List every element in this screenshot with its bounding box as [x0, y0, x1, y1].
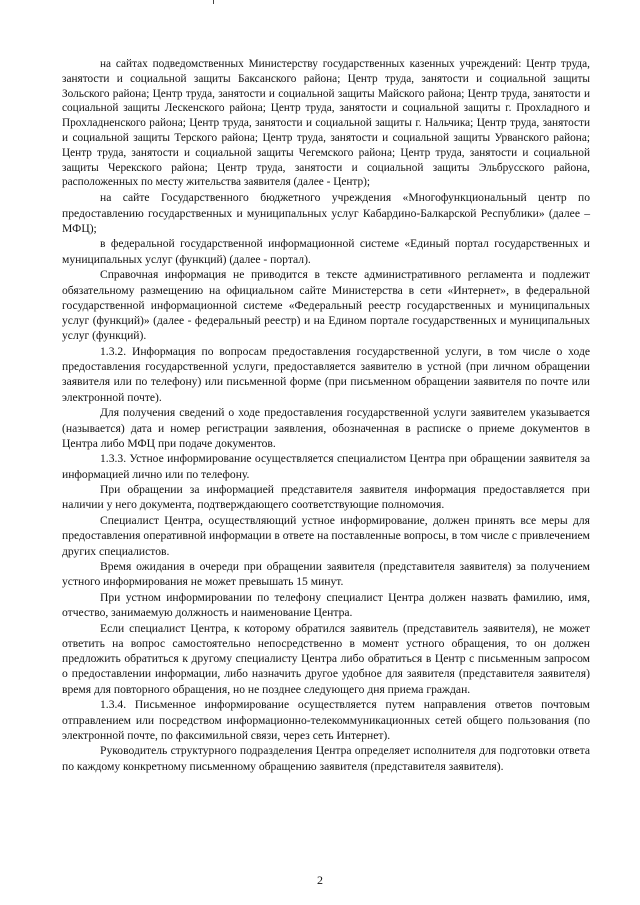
paragraph-progress-info: Для получения сведений о ходе предоставления государственной услуги заявителем указывается (называется) дата и номер регистрации заявления, обозначенная в расписке о приеме документов в Центра либо МФЦ при подаче документов.: [62, 406, 590, 450]
page-number: 2: [317, 873, 323, 887]
scan-mark: [213, 0, 214, 4]
paragraph-mfc: на сайте Государственного бюджетного учреждения «Многофункциональный центр по предоставлению государственных и муниципальных услуг Кабардино-Балкарской Республики» (далее – МФЦ);: [62, 191, 590, 235]
paragraph-waiting-time: Время ожидания в очереди при обращении заявителя (представителя заявителя) за получением устного информирования не может превышать 15 минут.: [62, 559, 590, 589]
paragraph-portal: в федеральной государственной информационной системе «Единый портал государственных и муниципальных услуг (функций) (далее - портал).: [62, 237, 590, 266]
paragraph-1-3-3: 1.3.3. Устное информирование осуществляется специалистом Центра при обращении заявителя за информацией лично или по телефону.: [62, 452, 590, 481]
paragraph-centers-list: на сайтах подведомственных Министерству государственных казенных учреждений: Центр труда, занятости и социальной защиты Баксанского района; Центр труда, занятости и социальной защиты Зольского района; Центр труда, занятости и социальной защиты Майского района; Центр труда, занятости и социальной защиты Лескенского района; Центр труда, занятости и социальной защиты г. Прохладного и Прохладненского района; Центр труда, занятости и социальной защиты г. Нальчика; Центр труда, занятости и социальной защиты Терского района; Центр труда, занятости и социальной защиты Урванского района; Центр труда, занятости и социальной защиты Чегемского района; Центр труда, занятости и социальной защиты Черекского района; Центр труда, занятости и социальной защиты Эльбрусского района, расположенных по месту жительства заявителя (далее - Центр);: [62, 58, 590, 189]
paragraph-representative: При обращении за информацией представителя заявителя информация предоставляется при наличии у него документа, подтверждающего соответствующие полномочия.: [62, 483, 590, 512]
paragraph-phone-info: При устном информировании по телефону специалист Центра должен назвать фамилию, имя, отчество, занимаемую должность и наименование Центра.: [62, 590, 590, 620]
paragraph-specialist-measures: Специалист Центра, осуществляющий устное информирование, должен принять все меры для предоставления оперативной информации в ответе на поставленные вопросы, в том числе с привлечением других специалистов.: [62, 513, 590, 558]
paragraph-head-of-unit: Руководитель структурного подразделения Центра определяет исполнителя для подготовки ответа по каждому конкретному письменному обращению заявителя (представителя заявителя).: [62, 744, 590, 773]
paragraph-reference-info: Справочная информация не приводится в тексте административного регламента и подлежит обязательному размещению на официальном сайте Министерства в сети «Интернет», в федеральной государственной информационной системе «Федеральный реестр государственных и муниципальных услуг (функций)» (далее - федеральный реестр) и на Едином портале государственных и муниципальных услуг (функций).: [62, 268, 590, 343]
paragraph-1-3-4: 1.3.4. Письменное информирование осуществляется путем направления ответов почтовым отправлением или посредством информационно-телекоммуникационных сетей общего пользования (по электронной почте, по факсимильной связи, через сеть Интернет).: [62, 698, 590, 742]
paragraph-1-3-2: 1.3.2. Информация по вопросам предоставления государственной услуги, в том числе о ходе предоставления государственной услуги, предоставляется заявителю в устной (при личном обращении заявителя или по телефону) или письменной форме (при письменном обращении заявителя по почте или электронной почте).: [62, 344, 590, 404]
paragraph-referral: Если специалист Центра, к которому обратился заявитель (представитель заявителя), не может ответить на вопрос самостоятельно непосредственно в момент устного обращения, то он должен предложить обратиться к другому специалисту Центра либо обратиться в Центр с письменным запросом о предоставлении информации, либо назначить другое удобное для заявителя (представителя заявителя) время для повторного обращения, но не позднее следующего дня приема граждан.: [62, 621, 590, 696]
